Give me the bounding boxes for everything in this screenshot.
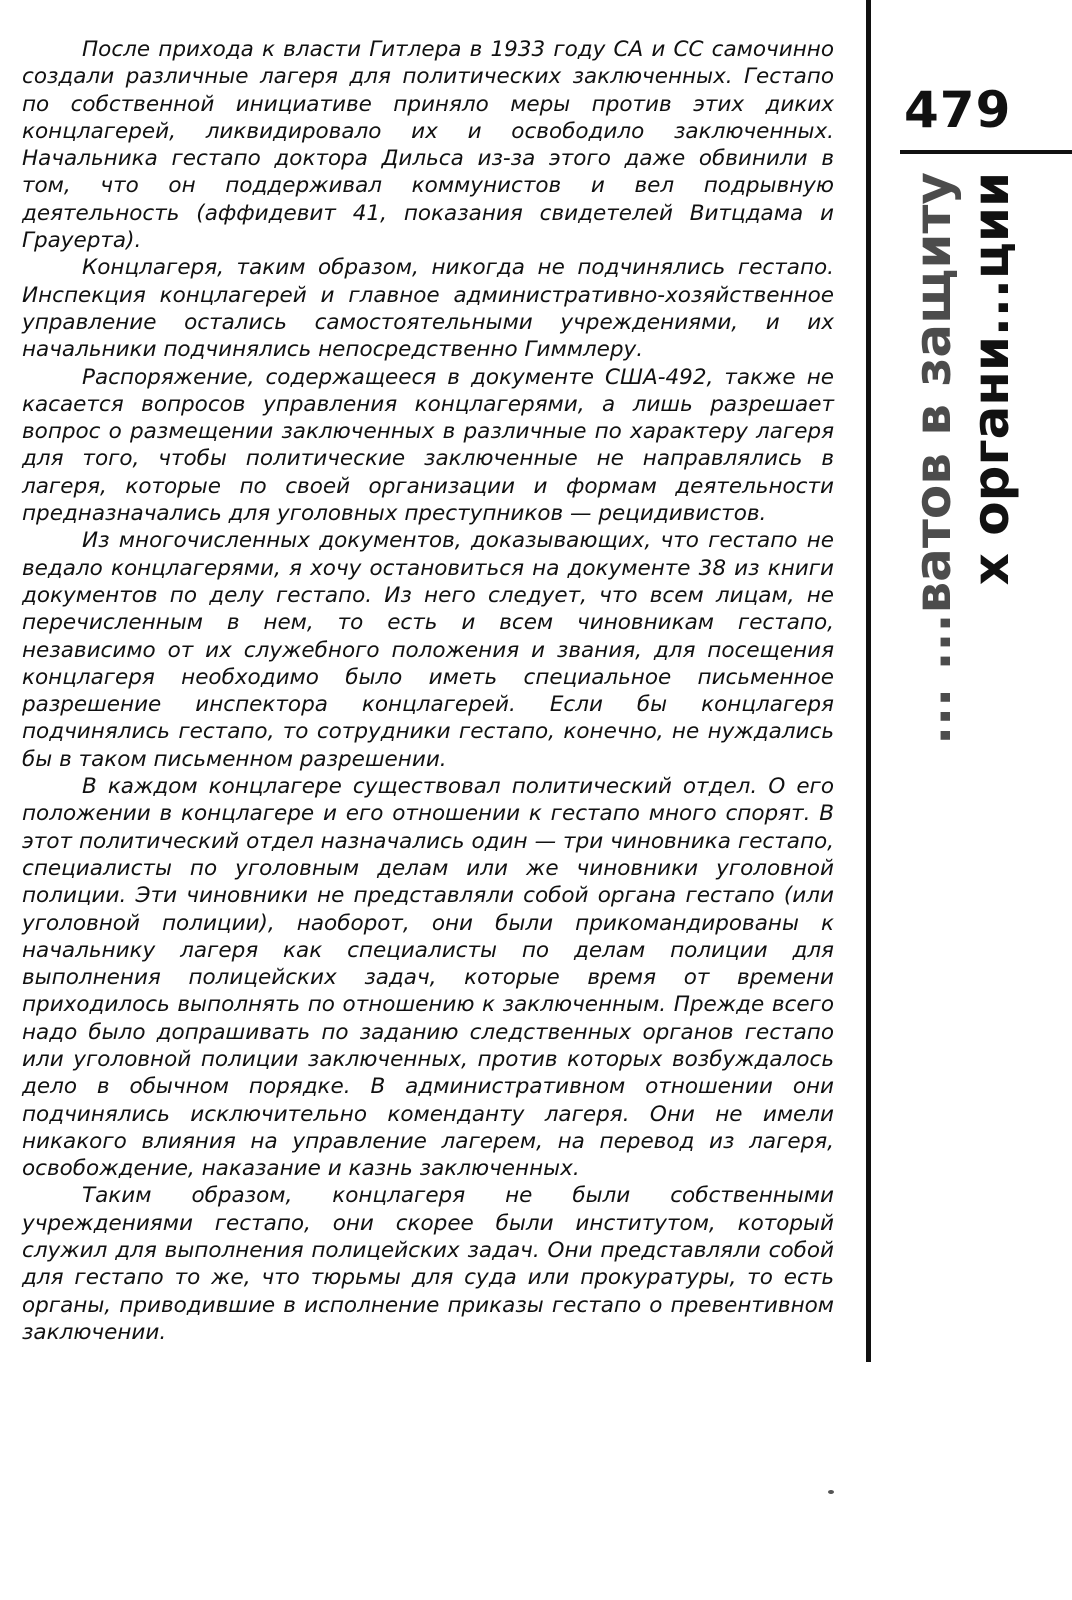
print-speck: [828, 1490, 834, 1494]
paragraph-5: В каждом концлагере существовал политический отдел. О его положении в концлагере и его отношении к гестапо много спорят. В этот политический отдел назначались один — три чиновника гестапо, специалисты по уголовным делам или же чиновники уголовной полиции. Эти чиновники не представляли собой органа гестапо (или уголовной полиции), наоборот, они были прикомандированы к начальнику лагеря как специалисты по делам полиции для выполнения полицейских задач, которые время от времени приходилось выполнять по отношению к заключенным. Прежде всего надо было допрашивать по заданию следственных органов гестапо или уголовной полиции заключенных, против которых возбуждалось дело в обычном порядке. В административном отношении они подчинялись исключительно коменданту лагеря. Они не имели никакого влияния на управление лагерем, на перевод из лагеря, освобождение, наказание и казнь заключенных.: [22, 774, 834, 1182]
paragraph-4: Из многочисленных документов, доказывающих, что гестапо не ведало концлагерями, я хочу остановиться на документе 38 из книги документов по делу гестапо. Из него следует, что всем лицам, не перечисленным в нем, то есть и всем чиновникам гестапо, независимо от их служебного положения и звания, для посещения концлагеря необходимо было иметь специальное письменное разрешение инспектора концлагерей. Если бы концлагеря подчинялись гестапо, то сотрудники гестапо, конечно, не нуждались бы в таком письменном разрешении.: [22, 528, 834, 772]
page-number-underline: [900, 150, 1072, 154]
running-head: [904, 172, 1020, 772]
paragraph-6: Таким образом, концлагеря не были собственными учреждениями гестапо, они скорее были институтом, который служил для выполнения полицейских задач. Они представляли собой для гестапо то же, что тюрьмы для суда или прокуратуры, то есть органы, приводившие в исполнение приказы гестапо о превентивном заключении.: [22, 1183, 834, 1345]
running-head-line-2: х органи...ции: [962, 172, 1020, 586]
paragraph-1: После прихода к власти Гитлера в 1933 году СА и СС самочинно создали различные лагеря для политических заключенных. Гестапо по собственной инициативе приняло меры против этих диких концлагерей, ликвидировало их и освободило заключенных. Начальника гестапо доктора Дильса из-за этого даже обвинили в том, что он поддерживал коммунистов и вел подрывную деятельность (аффидевит 41, показания свидетелей Витцдама и Грауерта).: [22, 37, 834, 254]
column-divider-rule: [866, 0, 871, 1362]
paragraph-2: Концлагеря, таким образом, никогда не подчинялись гестапо. Инспекция концлагерей и главное административно-хозяйственное управление остались самостоятельными учреждениями, и их начальники подчинялись непосредственно Гиммлеру.: [22, 255, 834, 363]
main-text-column: [22, 36, 834, 1346]
running-head-line-1: ... ...ватов в защиту: [904, 172, 962, 745]
paragraph-3: Распоряжение, содержащееся в документе США-492, также не касается вопросов управления концлагерями, а лишь разрешает вопрос о размещении заключенных в различные по характеру лагеря для того, чтобы политические заключенные не направлялись в лагеря, которые по своей организации и формам деятельности предназначались для уголовных преступников — рецидивистов.: [22, 364, 834, 527]
page-number: 479: [904, 81, 1012, 139]
